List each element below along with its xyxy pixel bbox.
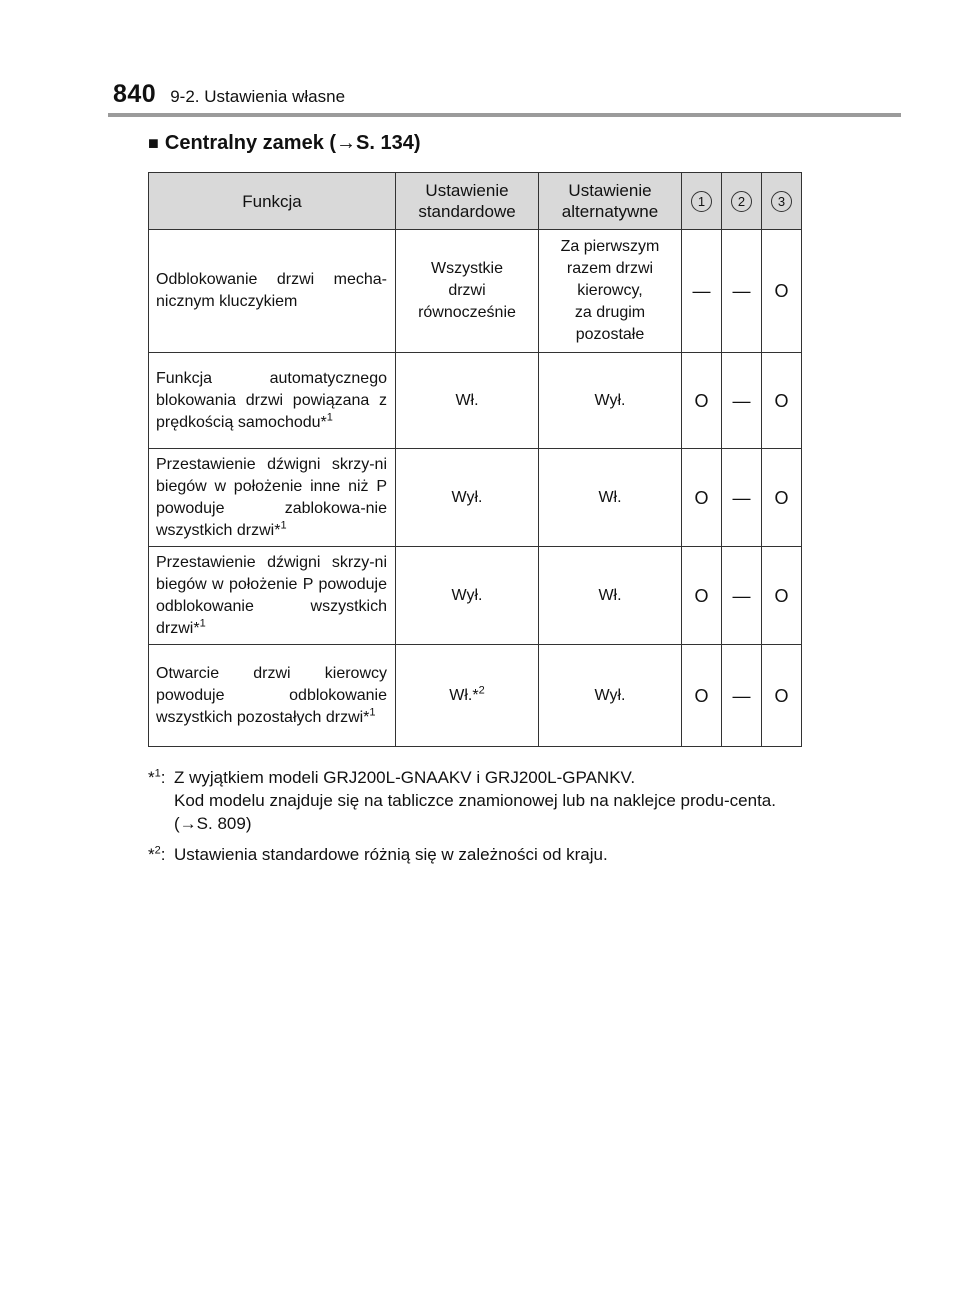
col1-cell: O: [682, 449, 722, 547]
function-cell: [149, 449, 396, 547]
col3-cell: O: [762, 449, 802, 547]
alternative-cell: Wył.: [539, 353, 682, 449]
page-number: 840: [113, 80, 157, 108]
circled-number-3: 3: [771, 191, 792, 212]
page-header: [113, 80, 345, 109]
chapter-title: 9-2. Ustawienia własne: [170, 87, 346, 106]
alternative-cell: Wł.: [539, 449, 682, 547]
default-text: Wył.: [451, 488, 483, 506]
section-page-ref: S. 134): [356, 132, 421, 154]
default-cell: [396, 353, 539, 449]
default-cell: [396, 547, 539, 645]
footnote-ref: 1: [369, 706, 376, 719]
default-text: Wł.*: [449, 686, 479, 704]
function-text: Przestawienie dźwigni skrzy-ni biegów w położenie P powoduje odblokowanie wszystkich drzwi*: [156, 553, 387, 637]
header-alternative-setting: Ustawienie alternatywne: [539, 173, 682, 230]
col3-cell: O: [762, 353, 802, 449]
col2-cell: —: [722, 449, 762, 547]
footnote-ref: 2: [478, 684, 485, 697]
default-cell: [396, 230, 539, 353]
header-col-1: [682, 173, 722, 230]
function-text: Funkcja automatycznego blokowania drzwi powiązana z prędkością samochodu*: [156, 369, 387, 431]
col2-cell: —: [722, 547, 762, 645]
col3-cell: O: [762, 645, 802, 747]
circled-number-2: 2: [731, 191, 752, 212]
header-divider: [108, 113, 901, 117]
col2-cell: —: [722, 645, 762, 747]
section-title-text: Centralny zamek (: [164, 132, 337, 154]
settings-table: [148, 172, 802, 747]
function-text: Przestawienie dźwigni skrzy-ni biegów w położenie inne niż P powoduje zablokowa-nie wszystkich drzwi*: [156, 455, 387, 539]
col1-cell: O: [682, 547, 722, 645]
section-title: [148, 132, 421, 155]
function-cell: [149, 230, 396, 353]
alternative-cell: Za pierwszym razem drzwi kierowcy, za drugim pozostałe: [539, 230, 682, 353]
col1-cell: O: [682, 353, 722, 449]
function-text: Otwarcie drzwi kierowcy powoduje odblokowanie wszystkich pozostałych drzwi*: [156, 664, 387, 726]
footnote-text: Ustawienia standardowe różnią się w zależności od kraju.: [174, 845, 608, 864]
footnote-marker: *$^1$:: [148, 767, 166, 787]
function-cell: [149, 645, 396, 747]
default-text: Wył.: [451, 586, 483, 604]
col1-cell: —: [682, 230, 722, 353]
circled-number-1: 1: [691, 191, 712, 212]
col2-cell: —: [722, 353, 762, 449]
col1-cell: O: [682, 645, 722, 747]
footnote-marker: *$^2$:: [148, 844, 166, 864]
footnote-ref: 1: [199, 617, 206, 630]
function-text: Odblokowanie drzwi mecha-nicznym kluczykiem: [156, 271, 387, 310]
default-text: Wł.: [455, 391, 479, 409]
footnote-text: Z wyjątkiem modeli GRJ200L-GNAAKV i GRJ200L-GPANKV.: [174, 768, 636, 787]
default-text: Wszystkie drzwi równocześnie: [418, 260, 516, 321]
arrow-right-icon: →: [179, 814, 197, 833]
header-function: Funkcja: [149, 173, 396, 230]
table-row: [149, 547, 802, 645]
table-header-row: [149, 173, 802, 230]
header-col-2: [722, 173, 762, 230]
table-row: [149, 353, 802, 449]
footnote-2: [148, 843, 808, 866]
table-row: [149, 230, 802, 353]
footnotes: [148, 766, 808, 866]
default-cell: [396, 449, 539, 547]
header-col-3: [762, 173, 802, 230]
table-row: [149, 449, 802, 547]
arrow-right-icon: →: [336, 132, 357, 154]
col3-cell: O: [762, 230, 802, 353]
function-cell: [149, 547, 396, 645]
footnote-ref: 1: [326, 411, 333, 424]
alternative-cell: Wł.: [539, 547, 682, 645]
footnote-text: Kod modelu znajduje się na tabliczce znamionowej lub na naklejce produ-centa. (→S. 809): [174, 791, 776, 833]
function-cell: [149, 353, 396, 449]
col2-cell: —: [722, 230, 762, 353]
alternative-cell: Wył.: [539, 645, 682, 747]
footnote-ref: 1: [280, 519, 287, 532]
default-cell: [396, 645, 539, 747]
header-default-setting: Ustawienie standardowe: [396, 173, 539, 230]
col3-cell: O: [762, 547, 802, 645]
square-bullet-icon: ■: [148, 133, 159, 153]
footnote-1: [148, 766, 808, 835]
table-row: [149, 645, 802, 747]
